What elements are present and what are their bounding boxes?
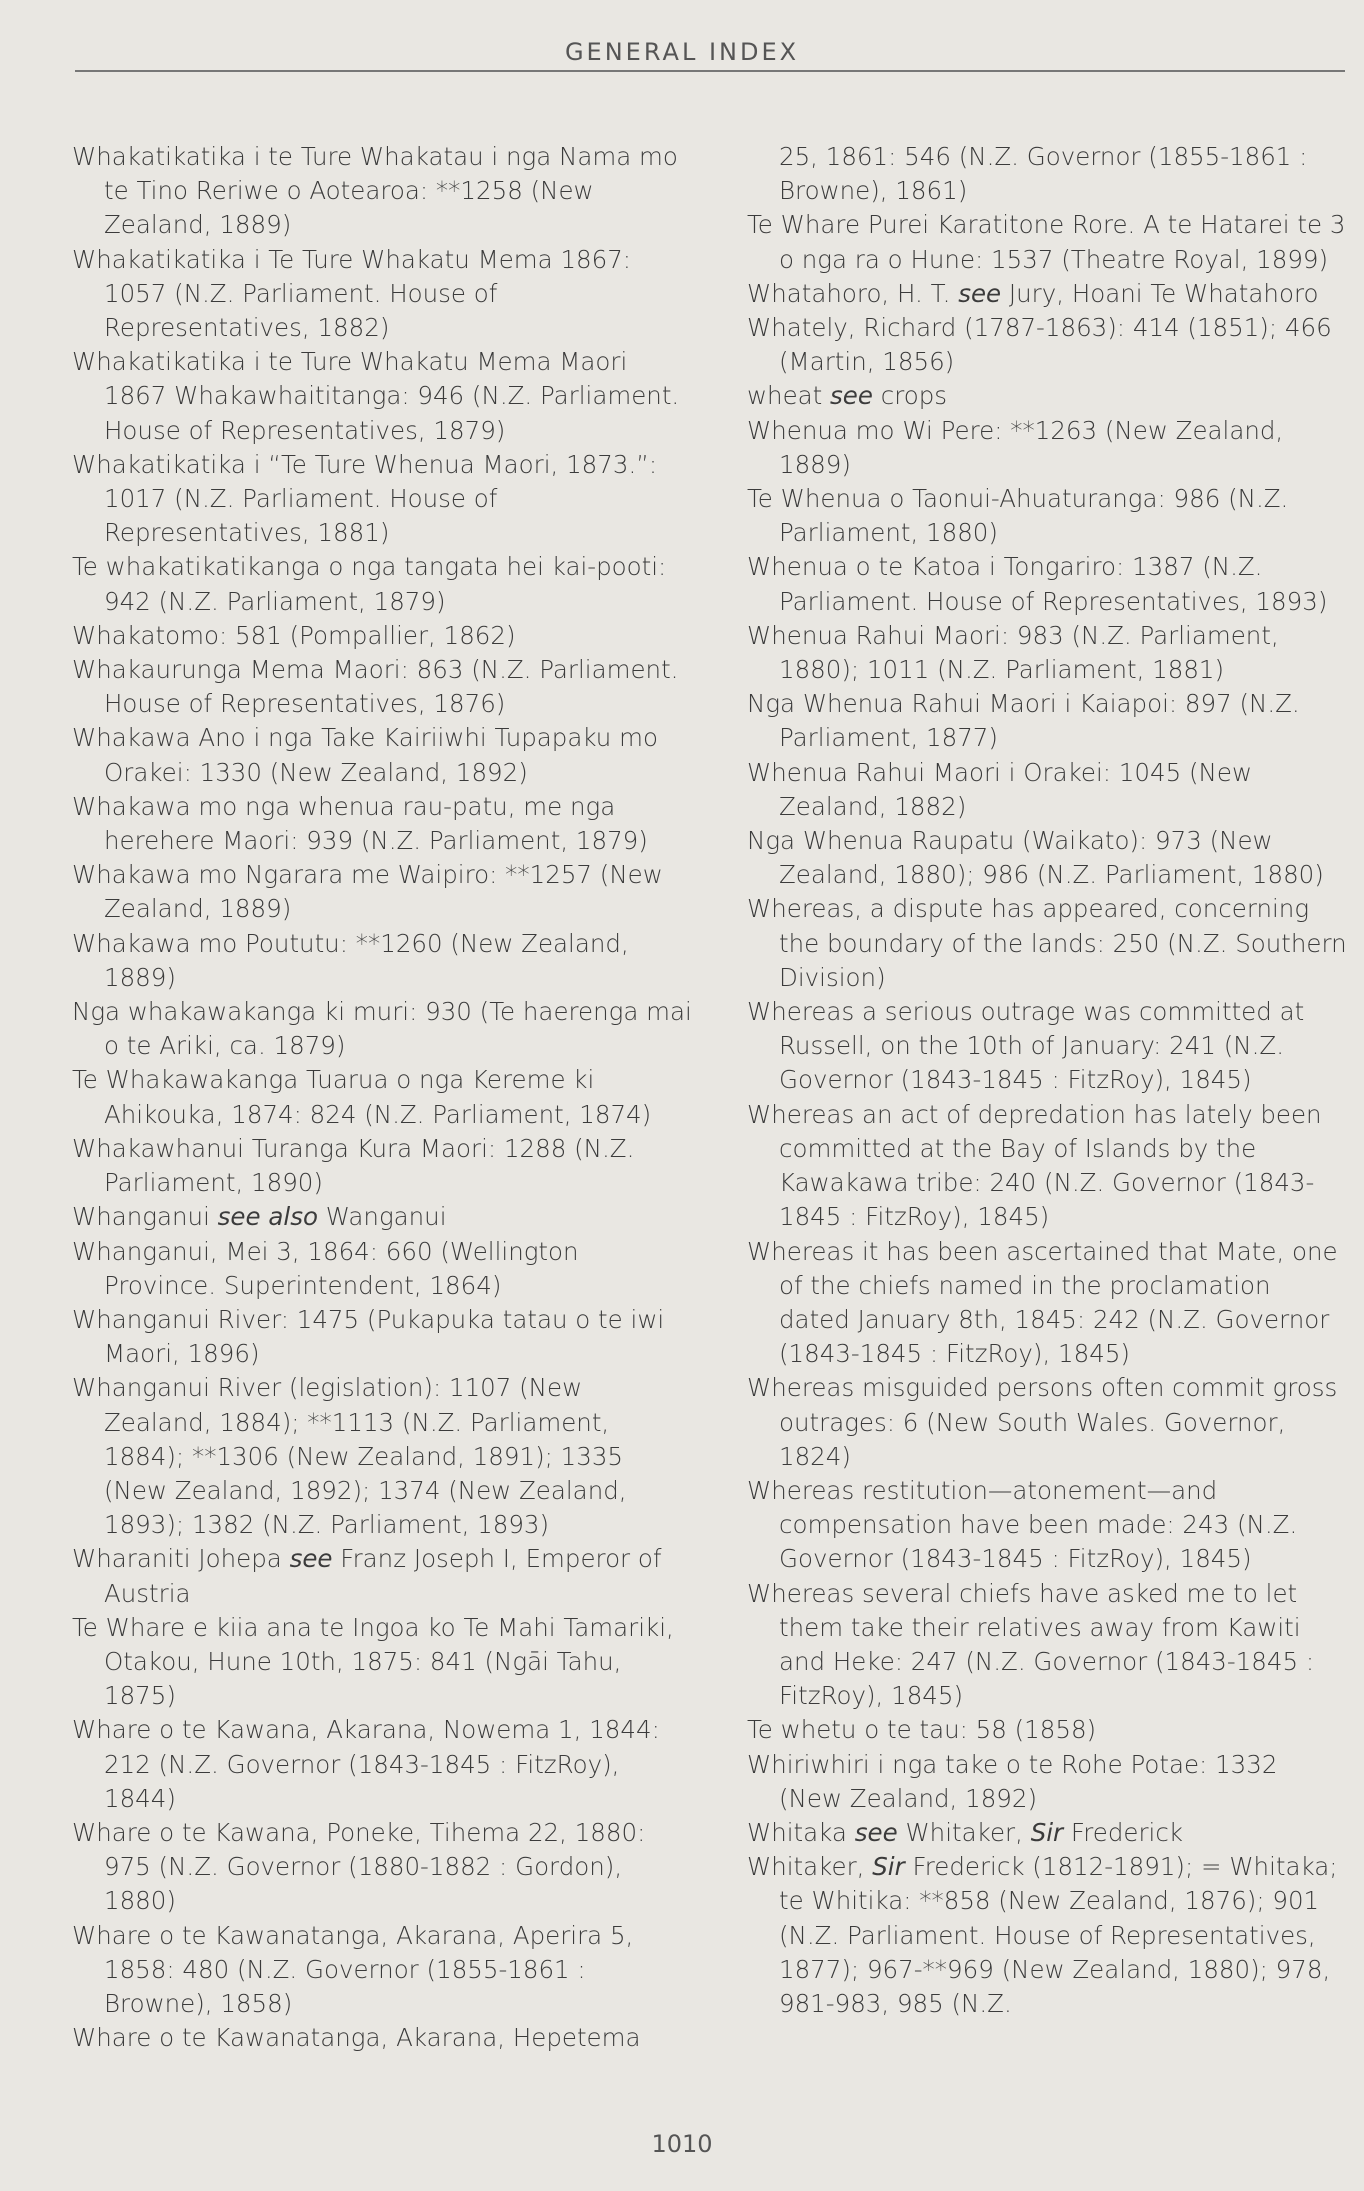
header-rule: [75, 70, 1345, 72]
index-entry: Whenua o te Katoa i Tongariro: 1387 (N.Z. Parliament. House of Representatives, 1893): [747, 552, 1328, 616]
index-entry: Whakatikatika i te Ture Whakatu Mema Maori 1867 Whakawhaititanga: 946 (N.Z. Parliament. House of Representatives, 1879): [72, 347, 680, 445]
index-entry: Whenua Rahui Maori: 983 (N.Z. Parliament, 1880); 1011 (N.Z. Parliament, 1881): [747, 620, 1279, 685]
index-column-left: [72, 140, 692, 2055]
index-entry: Whakawhanui Turanga Kura Maori: 1288 (N.Z. Parliament, 1890): [72, 1133, 635, 1198]
index-entry: Whereas a serious outrage was committed at Russell, on the 10th of January: 241 (N.Z. Governor (1843-1845 : FitzRoy), 1845): [747, 997, 1305, 1095]
index-entry: Whereas it has been ascertained that Mate, one of the chiefs named in the proclamation dated January 8th, 1845: 242 (N.Z. Governor (1843-1845 : FitzRoy), 1845): [747, 1236, 1338, 1369]
index-entry: Wharaniti Johepa see Franz Joseph I, Emperor of Austria: [72, 1544, 662, 1608]
index-entry: Whakatomo: 581 (Pompallier, 1862): [72, 620, 516, 650]
index-entry: Whereas misguided persons often commit gross outrages: 6 (New South Wales. Governor, 1824): [747, 1373, 1338, 1471]
index-entry: Whereas an act of depredation has lately been committed at the Bay of Islands by the Kawakawa tribe: 240 (N.Z. Governor (1843-1845 : FitzRoy), 1845): [747, 1099, 1322, 1232]
index-entry: Te whakatikatikanga o nga tangata hei kai-pooti: 942 (N.Z. Parliament, 1879): [72, 552, 667, 616]
index-entry: Whanganui, Mei 3, 1864: 660 (Wellington Province. Superintendent, 1864): [72, 1236, 579, 1300]
index-entry: Whereas several chiefs have asked me to let them take their relatives away from Kawiti and Heke: 247 (N.Z. Governor (1843-1845 : FitzRoy), 1845): [747, 1578, 1315, 1711]
page-number: 1010: [651, 2130, 713, 2158]
index-entry: Whiriwhiri i nga take o te Rohe Potae: 1332 (New Zealand, 1892): [747, 1749, 1278, 1813]
index-entry: wheat see crops: [747, 381, 948, 411]
index-entry: Whakawa mo nga whenua rau-patu, me nga herehere Maori: 939 (N.Z. Parliament, 1879): [72, 791, 648, 856]
index-entry: Whatahoro, H. T. see Jury, Hoani Te Whatahoro: [747, 278, 1319, 308]
index-column-right: [747, 140, 1347, 2021]
index-entry: Te Whenua o Taonui-Ahuaturanga: 986 (N.Z. Parliament, 1880): [747, 484, 1289, 548]
index-entry: Whakawa Ano i nga Take Kairiiwhi Tupapaku mo Orakei: 1330 (New Zealand, 1892): [72, 723, 658, 787]
running-header: GENERAL INDEX: [564, 38, 800, 66]
index-entry: Te Whare Purei Karatitone Rore. A te Hatarei te 3 o nga ra o Hune: 1537 (Theatre Royal, 1899): [747, 210, 1346, 274]
index-entry: Whereas, a dispute has appeared, concerning the boundary of the lands: 250 (N.Z. Southern Division): [747, 894, 1347, 992]
index-entry: Whakaurunga Mema Maori: 863 (N.Z. Parliament. House of Representatives, 1876): [72, 655, 679, 719]
index-entry: Whare o te Kawana, Akarana, Nowema 1, 1844: 212 (N.Z. Governor (1843-1845 : FitzRoy), 1844): [72, 1715, 660, 1813]
index-entry: Whanganui River (legislation): 1107 (New Zealand, 1884); **1113 (N.Z. Parliament, 1884); **1306 (New Zealand, 1891); 1335 (New Zealand, 1892); 1374 (New Zealand, 1893); 1382 (N.Z. Parliament, 1893): [72, 1373, 627, 1540]
index-entry: 25, 1861: 546 (N.Z. Governor (1855-1861 : Browne), 1861): [779, 142, 1308, 206]
index-entry: Whakatikatika i “Te Ture Whenua Maori, 1873.”: 1017 (N.Z. Parliament. House of Representatives, 1881): [72, 449, 658, 548]
index-entry: Whitaker, Sir Frederick (1812-1891); = Whitaka; te Whitika: **858 (New Zealand, 1876); 901 (N.Z. Parliament. House of Representatives, 1877); 967-**969 (New Zealand, 1880); 978, 981-983, 985 (N.Z.: [747, 1852, 1338, 2018]
index-entry: Whakatikatika i Te Ture Whakatu Mema 1867: 1057 (N.Z. Parliament. House of Representatives, 1882): [72, 244, 632, 343]
index-entry: Te whetu o te tau: 58 (1858): [747, 1715, 1097, 1745]
index-entry: Whakawa mo Poututu: **1260 (New Zealand, 1889): [72, 928, 629, 992]
index-entry: Whately, Richard (1787-1863): 414 (1851); 466 (Martin, 1856): [747, 313, 1332, 377]
index-entry: Whenua mo Wi Pere: **1263 (New Zealand, 1889): [747, 415, 1284, 479]
index-entry: Whare o te Kawanatanga, Akarana, Aperira 5, 1858: 480 (N.Z. Governor (1855-1861 : Browne), 1858): [72, 1920, 634, 2018]
index-entry: Nga whakawakanga ki muri: 930 (Te haerenga mai o te Ariki, ca. 1879): [72, 997, 692, 1061]
index-entry: Whakatikatika i te Ture Whakatau i nga Nama mo te Tino Reriwe o Aotearoa: **1258 (New Zealand, 1889): [72, 142, 678, 240]
index-entry: Whakawa mo Ngarara me Waipiro: **1257 (New Zealand, 1889): [72, 860, 663, 924]
index-entry: Te Whare e kiia ana te Ingoa ko Te Mahi Tamariki, Otakou, Hune 10th, 1875: 841 (Ngāi Tahu, 1875): [72, 1612, 674, 1711]
index-entry: Whitaka see Whitaker, Sir Frederick: [747, 1817, 1183, 1847]
index-entry: Whare o te Kawanatanga, Akarana, Hepetema: [72, 2023, 641, 2053]
index-entry: Nga Whenua Raupatu (Waikato): 973 (New Zealand, 1880); 986 (N.Z. Parliament, 1880): [747, 826, 1324, 890]
index-entry: Nga Whenua Rahui Maori i Kaiapoi: 897 (N.Z. Parliament, 1877): [747, 689, 1300, 753]
index-entry: Whanganui River: 1475 (Pukapuka tatau o te iwi Maori, 1896): [72, 1304, 665, 1369]
index-entry: Whereas restitution—atonement—and compensation have been made: 243 (N.Z. Governor (1843-1845 : FitzRoy), 1845): [747, 1475, 1298, 1574]
index-entry: Whanganui see also Wanganui: [72, 1202, 447, 1232]
index-entry: Whare o te Kawana, Poneke, Tihema 22, 1880: 975 (N.Z. Governor (1880-1882 : Gordon), 1880): [72, 1817, 646, 1916]
index-entry: Te Whakawakanga Tuarua o nga Kereme ki Ahikouka, 1874: 824 (N.Z. Parliament, 1874): [72, 1065, 652, 1129]
index-entry: Whenua Rahui Maori i Orakei: 1045 (New Zealand, 1882): [747, 757, 1252, 821]
